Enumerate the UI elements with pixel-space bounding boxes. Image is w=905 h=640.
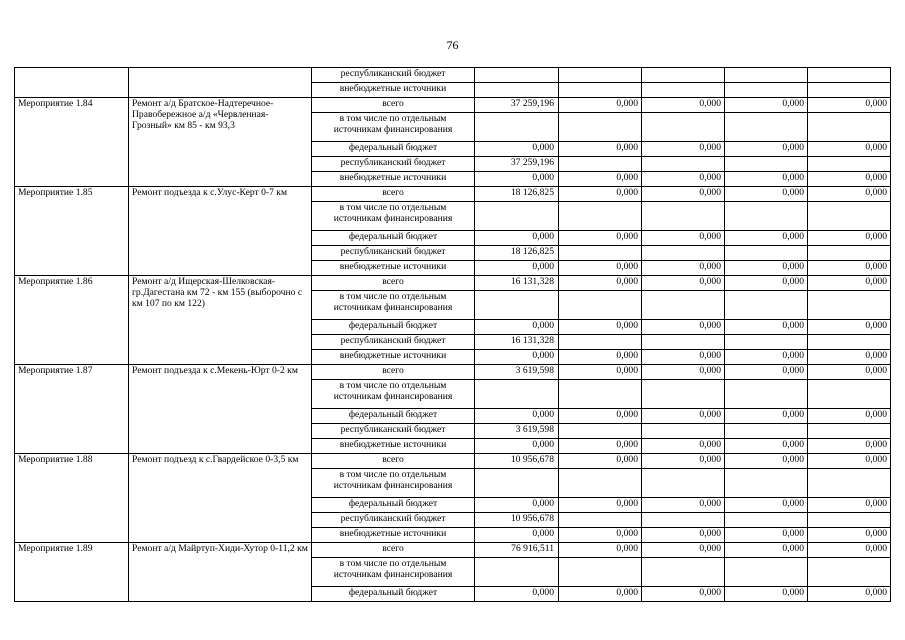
amount-cell bbox=[559, 424, 642, 439]
table-row bbox=[15, 98, 891, 113]
amount-cell: 0,000 bbox=[559, 320, 642, 335]
page-number: 76 bbox=[446, 38, 459, 52]
amount-cell bbox=[475, 68, 559, 83]
amount-cell: 0,000 bbox=[559, 498, 642, 513]
amount-cell: 16 131,328 bbox=[475, 335, 559, 350]
amount-cell bbox=[725, 246, 808, 261]
amount-cell: 3 619,598 bbox=[475, 424, 559, 439]
amount-cell: 0,000 bbox=[725, 454, 808, 469]
amount-cell: 0,000 bbox=[559, 187, 642, 202]
funding-source-cell: федеральный бюджет bbox=[312, 587, 475, 602]
amount-cell: 0,000 bbox=[725, 498, 808, 513]
measure-name-cell: Ремонт а/д Ищерская-Шелковская-гр.Дагестана км 72 - км 155 (выборочно с км 107 по км 122) bbox=[129, 276, 312, 365]
funding-source-cell: федеральный бюджет bbox=[312, 231, 475, 246]
funding-source-cell: республиканский бюджет bbox=[312, 335, 475, 350]
amount-cell bbox=[725, 513, 808, 528]
amount-cell bbox=[642, 469, 725, 498]
amount-cell: 0,000 bbox=[808, 543, 891, 558]
funding-source-cell: в том числе по отдельным источникам финансирования bbox=[312, 558, 475, 587]
event-cell bbox=[15, 68, 129, 98]
amount-cell bbox=[559, 246, 642, 261]
amount-cell: 0,000 bbox=[475, 498, 559, 513]
amount-cell bbox=[642, 157, 725, 172]
amount-cell: 0,000 bbox=[475, 231, 559, 246]
funding-source-cell: республиканский бюджет bbox=[312, 68, 475, 83]
amount-cell bbox=[559, 469, 642, 498]
funding-source-cell: федеральный бюджет bbox=[312, 498, 475, 513]
amount-cell: 0,000 bbox=[725, 142, 808, 157]
amount-cell bbox=[808, 558, 891, 587]
amount-cell bbox=[808, 83, 891, 98]
table-row bbox=[15, 543, 891, 558]
amount-cell bbox=[559, 83, 642, 98]
amount-cell bbox=[642, 513, 725, 528]
measure-name-cell: Ремонт подъезд к с.Гвардейское 0-3,5 км bbox=[129, 454, 312, 543]
amount-cell: 0,000 bbox=[475, 320, 559, 335]
amount-cell bbox=[559, 380, 642, 409]
amount-cell bbox=[475, 202, 559, 231]
amount-cell: 0,000 bbox=[642, 365, 725, 380]
amount-cell bbox=[559, 157, 642, 172]
amount-cell bbox=[808, 335, 891, 350]
amount-cell bbox=[725, 335, 808, 350]
amount-cell: 37 259,196 bbox=[475, 98, 559, 113]
amount-cell: 0,000 bbox=[725, 172, 808, 187]
amount-cell: 0,000 bbox=[642, 187, 725, 202]
amount-cell bbox=[559, 68, 642, 83]
amount-cell: 18 126,825 bbox=[475, 246, 559, 261]
amount-cell bbox=[642, 291, 725, 320]
amount-cell: 0,000 bbox=[559, 365, 642, 380]
amount-cell: 0,000 bbox=[559, 142, 642, 157]
amount-cell: 0,000 bbox=[725, 187, 808, 202]
amount-cell bbox=[559, 291, 642, 320]
funding-source-cell: внебюджетные источники bbox=[312, 261, 475, 276]
amount-cell bbox=[642, 246, 725, 261]
amount-cell bbox=[725, 157, 808, 172]
funding-source-cell: внебюджетные источники bbox=[312, 172, 475, 187]
amount-cell: 0,000 bbox=[642, 498, 725, 513]
measure-name-cell: Ремонт а/д Майртуп-Хиди-Хутор 0-11,2 км bbox=[129, 543, 312, 602]
amount-cell bbox=[725, 424, 808, 439]
amount-cell: 0,000 bbox=[559, 587, 642, 602]
amount-cell bbox=[808, 469, 891, 498]
amount-cell bbox=[725, 380, 808, 409]
amount-cell: 0,000 bbox=[808, 172, 891, 187]
amount-cell: 0,000 bbox=[725, 587, 808, 602]
event-cell: Мероприятие 1.89 bbox=[15, 543, 129, 602]
amount-cell bbox=[559, 113, 642, 142]
amount-cell: 0,000 bbox=[808, 98, 891, 113]
amount-cell bbox=[808, 113, 891, 142]
amount-cell: 76 916,511 bbox=[475, 543, 559, 558]
amount-cell bbox=[808, 424, 891, 439]
amount-cell: 0,000 bbox=[642, 350, 725, 365]
funding-source-cell: всего bbox=[312, 98, 475, 113]
amount-cell: 0,000 bbox=[642, 454, 725, 469]
amount-cell: 0,000 bbox=[725, 350, 808, 365]
funding-source-cell: всего bbox=[312, 187, 475, 202]
amount-cell: 0,000 bbox=[559, 409, 642, 424]
event-cell: Мероприятие 1.86 bbox=[15, 276, 129, 365]
amount-cell bbox=[559, 335, 642, 350]
amount-cell: 0,000 bbox=[642, 98, 725, 113]
amount-cell: 0,000 bbox=[475, 172, 559, 187]
amount-cell bbox=[475, 113, 559, 142]
amount-cell bbox=[642, 424, 725, 439]
amount-cell: 0,000 bbox=[808, 142, 891, 157]
table-row bbox=[15, 365, 891, 380]
amount-cell: 0,000 bbox=[808, 454, 891, 469]
amount-cell bbox=[559, 558, 642, 587]
funding-source-cell: внебюджетные источники bbox=[312, 350, 475, 365]
amount-cell bbox=[559, 202, 642, 231]
funding-source-cell: в том числе по отдельным источникам финансирования bbox=[312, 113, 475, 142]
measure-name-cell: Ремонт подъезда к с.Мекень-Юрт 0-2 км bbox=[129, 365, 312, 454]
amount-cell: 37 259,196 bbox=[475, 157, 559, 172]
amount-cell: 0,000 bbox=[725, 231, 808, 246]
amount-cell bbox=[642, 380, 725, 409]
amount-cell: 0,000 bbox=[808, 528, 891, 543]
amount-cell: 0,000 bbox=[808, 350, 891, 365]
funding-source-cell: в том числе по отдельным источникам финансирования bbox=[312, 469, 475, 498]
amount-cell: 0,000 bbox=[642, 439, 725, 454]
amount-cell: 16 131,328 bbox=[475, 276, 559, 291]
amount-cell bbox=[475, 291, 559, 320]
amount-cell bbox=[642, 335, 725, 350]
funding-source-cell: всего bbox=[312, 543, 475, 558]
amount-cell bbox=[808, 157, 891, 172]
amount-cell bbox=[642, 83, 725, 98]
funding-source-cell: всего bbox=[312, 454, 475, 469]
amount-cell: 0,000 bbox=[642, 587, 725, 602]
amount-cell bbox=[559, 513, 642, 528]
amount-cell: 0,000 bbox=[725, 320, 808, 335]
funding-source-cell: федеральный бюджет bbox=[312, 409, 475, 424]
funding-source-cell: республиканский бюджет bbox=[312, 157, 475, 172]
amount-cell bbox=[808, 291, 891, 320]
amount-cell bbox=[642, 68, 725, 83]
amount-cell: 0,000 bbox=[725, 543, 808, 558]
amount-cell: 0,000 bbox=[559, 276, 642, 291]
amount-cell: 10 956,678 bbox=[475, 513, 559, 528]
funding-source-cell: федеральный бюджет bbox=[312, 142, 475, 157]
amount-cell: 0,000 bbox=[559, 439, 642, 454]
amount-cell: 0,000 bbox=[725, 409, 808, 424]
amount-cell: 0,000 bbox=[559, 172, 642, 187]
amount-cell: 0,000 bbox=[475, 261, 559, 276]
amount-cell bbox=[642, 113, 725, 142]
amount-cell: 0,000 bbox=[642, 276, 725, 291]
amount-cell bbox=[475, 558, 559, 587]
amount-cell bbox=[725, 113, 808, 142]
amount-cell: 0,000 bbox=[642, 172, 725, 187]
amount-cell: 0,000 bbox=[475, 350, 559, 365]
amount-cell: 0,000 bbox=[808, 498, 891, 513]
amount-cell: 0,000 bbox=[475, 409, 559, 424]
amount-cell: 0,000 bbox=[642, 261, 725, 276]
amount-cell: 0,000 bbox=[808, 261, 891, 276]
amount-cell bbox=[475, 469, 559, 498]
funding-source-cell: республиканский бюджет bbox=[312, 424, 475, 439]
amount-cell: 0,000 bbox=[559, 543, 642, 558]
amount-cell bbox=[725, 68, 808, 83]
amount-cell: 0,000 bbox=[559, 528, 642, 543]
amount-cell: 0,000 bbox=[642, 528, 725, 543]
amount-cell bbox=[808, 246, 891, 261]
amount-cell: 0,000 bbox=[808, 587, 891, 602]
amount-cell: 0,000 bbox=[559, 98, 642, 113]
event-cell: Мероприятие 1.88 bbox=[15, 454, 129, 543]
amount-cell: 0,000 bbox=[642, 142, 725, 157]
amount-cell: 0,000 bbox=[559, 350, 642, 365]
event-cell: Мероприятие 1.87 bbox=[15, 365, 129, 454]
funding-source-cell: всего bbox=[312, 365, 475, 380]
amount-cell bbox=[475, 83, 559, 98]
amount-cell bbox=[808, 68, 891, 83]
table-row bbox=[15, 187, 891, 202]
event-cell: Мероприятие 1.85 bbox=[15, 187, 129, 276]
amount-cell bbox=[808, 202, 891, 231]
amount-cell: 0,000 bbox=[475, 142, 559, 157]
funding-source-cell: внебюджетные источники bbox=[312, 83, 475, 98]
table-row bbox=[15, 68, 891, 83]
amount-cell: 0,000 bbox=[808, 439, 891, 454]
amount-cell: 0,000 bbox=[725, 98, 808, 113]
amount-cell: 0,000 bbox=[808, 231, 891, 246]
amount-cell: 0,000 bbox=[559, 261, 642, 276]
amount-cell bbox=[725, 469, 808, 498]
table-row bbox=[15, 276, 891, 291]
amount-cell bbox=[808, 513, 891, 528]
amount-cell: 0,000 bbox=[642, 409, 725, 424]
amount-cell: 0,000 bbox=[475, 528, 559, 543]
amount-cell: 0,000 bbox=[475, 587, 559, 602]
measure-name-cell: Ремонт подъезда к с.Улус-Керт 0-7 км bbox=[129, 187, 312, 276]
amount-cell bbox=[642, 558, 725, 587]
amount-cell: 0,000 bbox=[725, 276, 808, 291]
amount-cell: 0,000 bbox=[559, 454, 642, 469]
amount-cell: 0,000 bbox=[808, 320, 891, 335]
amount-cell: 0,000 bbox=[725, 528, 808, 543]
measure-name-cell bbox=[129, 68, 312, 98]
funding-source-cell: республиканский бюджет bbox=[312, 513, 475, 528]
funding-source-cell: всего bbox=[312, 276, 475, 291]
funding-source-cell: внебюджетные источники bbox=[312, 528, 475, 543]
measure-name-cell: Ремонт а/д Братское-Надтеречное-Правобережное а/д «Червленная-Грозный» км 85 - км 93,3 bbox=[129, 98, 312, 187]
funding-source-cell: федеральный бюджет bbox=[312, 320, 475, 335]
amount-cell bbox=[808, 380, 891, 409]
amount-cell: 0,000 bbox=[808, 187, 891, 202]
funding-source-cell: внебюджетные источники bbox=[312, 439, 475, 454]
amount-cell: 3 619,598 bbox=[475, 365, 559, 380]
amount-cell bbox=[725, 202, 808, 231]
funding-source-cell: республиканский бюджет bbox=[312, 246, 475, 261]
amount-cell: 0,000 bbox=[642, 320, 725, 335]
funding-source-cell: в том числе по отдельным источникам финансирования bbox=[312, 202, 475, 231]
amount-cell: 0,000 bbox=[475, 439, 559, 454]
amount-cell: 0,000 bbox=[559, 231, 642, 246]
amount-cell: 0,000 bbox=[808, 276, 891, 291]
amount-cell bbox=[725, 83, 808, 98]
amount-cell: 0,000 bbox=[725, 439, 808, 454]
amount-cell: 0,000 bbox=[725, 261, 808, 276]
budget-table bbox=[14, 67, 891, 602]
funding-source-cell: в том числе по отдельным источникам финансирования bbox=[312, 291, 475, 320]
amount-cell: 18 126,825 bbox=[475, 187, 559, 202]
amount-cell: 0,000 bbox=[808, 409, 891, 424]
amount-cell: 0,000 bbox=[725, 365, 808, 380]
amount-cell bbox=[642, 202, 725, 231]
amount-cell: 0,000 bbox=[808, 365, 891, 380]
event-cell: Мероприятие 1.84 bbox=[15, 98, 129, 187]
amount-cell bbox=[725, 291, 808, 320]
amount-cell: 10 956,678 bbox=[475, 454, 559, 469]
amount-cell: 0,000 bbox=[642, 231, 725, 246]
table-row bbox=[15, 454, 891, 469]
amount-cell bbox=[475, 380, 559, 409]
amount-cell: 0,000 bbox=[642, 543, 725, 558]
funding-source-cell: в том числе по отдельным источникам финансирования bbox=[312, 380, 475, 409]
amount-cell bbox=[725, 558, 808, 587]
